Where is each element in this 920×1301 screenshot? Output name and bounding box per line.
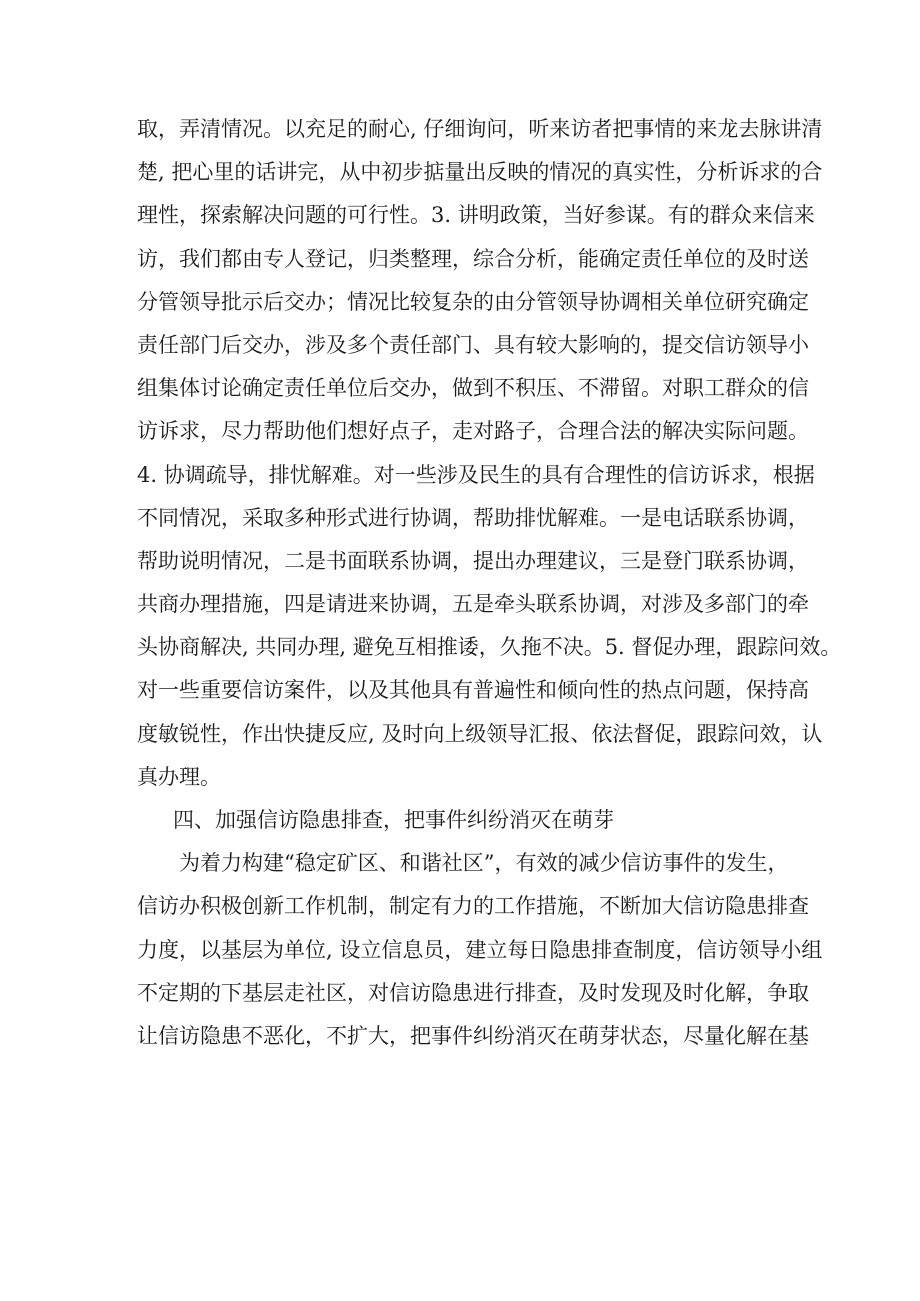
text-line: 访，我们都由专人登记，归类整理，综合分析，能确定责任单位的及时送 (137, 246, 809, 271)
text-line: 分管领导批示后交办；情况比较复杂的由分管领导协调相关单位研究确定 (137, 289, 809, 314)
text-line: 不同情况，采取多种形式进行协调，帮助排忧解难。一是电话联系协调， (137, 505, 809, 530)
text-line: 取，弄清情况。以充足的耐心, 仔细询问，听来访者把事情的来龙去脉讲清 (137, 117, 823, 141)
text-line: 楚, 把心里的话讲完，从中初步掂量出反映的情况的真实性，分析诉求的合 (137, 160, 823, 185)
document-body (137, 108, 842, 1058)
text-line-last: 真办理。 (137, 764, 221, 789)
text-line: 不定期的下基层走社区，对信访隐患进行排查，及时发现及时化解，争取 (137, 980, 809, 1005)
text-line: 帮助说明情况，二是书面联系协调，提出办理建议，三是登门联系协调， (137, 548, 809, 573)
text-line: 组集体讨论确定责任单位后交办，做到不积压、不滞留。对职工群众的信 (137, 376, 809, 401)
section-heading: 四、加强信访隐患排查，把事件纠纷消灭在萌芽 (173, 808, 614, 832)
text-line: 4. 协调疏导，排忧解难。对一些涉及民生的具有合理性的信访诉求，根据 (137, 462, 815, 487)
text-line: 度敏锐性，作出快捷反应, 及时向上级领导汇报、依法督促，跟踪问效，认 (137, 721, 823, 746)
text-line: 共商办理措施，四是请进来协调，五是牵头联系协调，对涉及多部门的牵 (137, 592, 809, 617)
text-line: 理性，探索解决问题的可行性。3. 讲明政策，当好参谋。有的群众来信来 (137, 203, 815, 228)
text-line: 让信访隐患不恶化，不扩大，把事件纠纷消灭在萌芽状态，尽量化解在基 (137, 1023, 809, 1048)
text-line: 责任部门后交办，涉及多个责任部门、具有较大影响的，提交信访领导小 (137, 332, 809, 357)
paragraph-2 (137, 842, 823, 1058)
paragraph-1 (137, 108, 842, 799)
text-line: 力度，以基层为单位, 设立信息员，建立每日隐患排查制度，信访领导小组 (137, 937, 823, 962)
text-line: 访诉求，尽力帮助他们想好点子，走对路子，合理合法的解决实际问题。 (137, 419, 809, 444)
text-line: 信访办积极创新工作机制，制定有力的工作措施，不断加大信访隐患排查 (137, 894, 809, 919)
text-line-first: 为着力构建“稳定矿区、和谐社区”，有效的减少信访事件的发生， (179, 851, 789, 876)
text-line: 对一些重要信访案件，以及其他具有普遍性和倾向性的热点问题，保持高 (137, 678, 809, 703)
text-line: 头协商解决, 共同办理, 避免互相推诿，久拖不决。5. 督促办理，跟踪问效。 (137, 635, 842, 660)
